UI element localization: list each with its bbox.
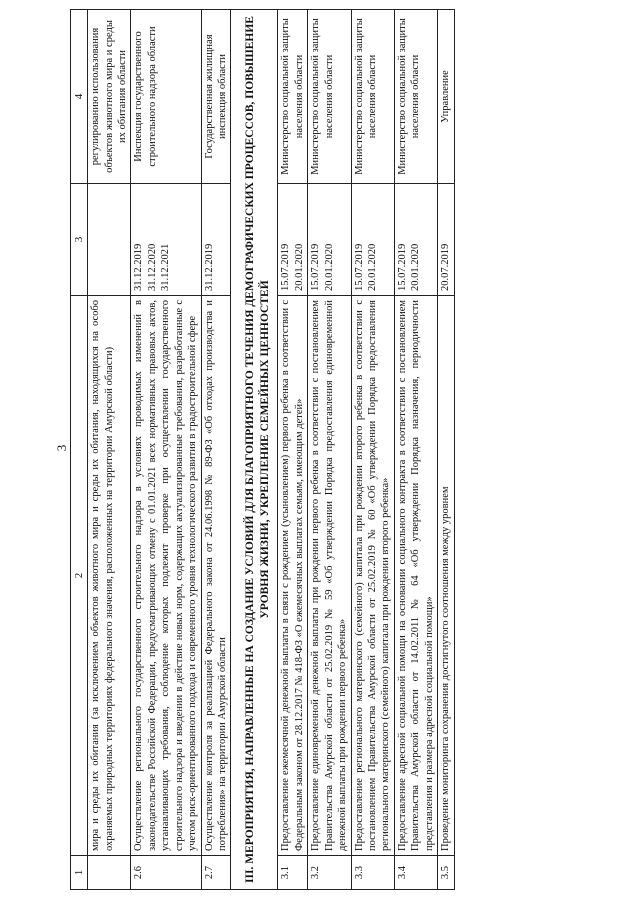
responsible-executor: регулированию использования объектов животного мира и среды их обитания области — [88, 10, 131, 184]
header-col-2: 2 — [71, 296, 88, 856]
deadline-date: 20.07.2019 — [440, 243, 452, 291]
row-number: 3.3 — [351, 856, 394, 890]
deadline-date: 31.12.2020 — [146, 243, 158, 291]
deadline-cell — [308, 184, 351, 296]
measure-text: Предоставление единовременной денежной выплаты при рождении первого ребенка в соответствии с постановлением Правительства Амурской области от 25.02.2019 № 59 «Об утверждении Порядка предоставления единовременной денежной выплаты при рождении первого ребенка» — [308, 296, 351, 856]
header-col-4: 4 — [71, 10, 88, 184]
measure-text: мира и среды их обитания (за исключением объектов животного мира и среды их обитания, находящихся на особо охраняемых природных территориях федерального значения, расположенных на территории Амурской области) — [88, 296, 131, 856]
deadline-date: 31.12.2021 — [160, 243, 172, 291]
responsible-executor: Управление — [438, 10, 454, 184]
row-number: 2.7 — [201, 856, 231, 890]
header-col-3: 3 — [71, 184, 88, 296]
row-number: 3.1 — [278, 856, 308, 890]
measure-text: Предоставление адресной социальной помощи на основании социального контракта в соответствии с постановлением Правительства Амурской области от 14.02.2011 № 64 «Об утверждении Порядка назначения, периодичности представления и размера адресной социальной помощи» — [394, 296, 437, 856]
row-number: 2.6 — [131, 856, 201, 890]
deadline-cell — [351, 184, 394, 296]
measure-text: Проведение мониторинга сохранения достигнутого соотношения между уровнем — [438, 296, 454, 856]
measure-text: Предоставление регионального материнского (семейного) капитала при рождении второго ребенка в соответствии с постановлением Правительства Амурской области от 25.02.2019 № 60 «Об утверждении Порядка предоставления регионального материнского (семейного) капитала при рождении второго ребенка» — [351, 296, 394, 856]
deadline-date: 31.12.2019 — [133, 243, 145, 291]
header-col-1: 1 — [71, 856, 88, 890]
measure-text: Предоставление ежемесячной денежной выплаты в связи с рождением (усыновлением) первого ребенка в соответствии с Федеральным законом от 28.12.2017 № 418-ФЗ «О ежемесячных выплатах семьям, имеющим детей» — [278, 296, 308, 856]
deadline-date: 31.12.2019 — [203, 243, 215, 291]
row-number: 3.4 — [394, 856, 437, 890]
deadline-date: 20.01.2020 — [293, 243, 305, 291]
deadline-cell — [438, 184, 454, 296]
page-number: 3 — [54, 444, 69, 452]
responsible-executor: Министерство социальной защиты населения области — [278, 10, 308, 184]
responsible-executor: Инспекция государственного строительного надзора области — [131, 10, 201, 184]
deadline-cell — [278, 184, 308, 296]
responsible-executor: Министерство социальной защиты населения области — [351, 10, 394, 184]
deadline-date: 20.01.2020 — [410, 243, 422, 291]
deadline-date: 20.01.2020 — [366, 243, 378, 291]
measure-text: Осуществление контроля за реализацией Федерального закона от 24.06.1998 № 89-ФЗ «Об отходах производства и потребления» на территории Амурской области — [201, 296, 231, 856]
table-row — [351, 10, 394, 890]
section-row — [231, 10, 278, 890]
deadline-cell — [201, 184, 231, 296]
responsible-executor: Министерство социальной защиты населения области — [394, 10, 437, 184]
row-number: 3.5 — [438, 856, 454, 890]
table-row — [438, 10, 454, 890]
table-row — [131, 10, 201, 890]
responsible-executor: Государственная жилищная инспекция области — [201, 10, 231, 184]
section-title: III. МЕРОПРИЯТИЯ, НАПРАВЛЕННЫЕ НА СОЗДАНИЕ УСЛОВИЙ ДЛЯ БЛАГОПРИЯТНОГО ТЕЧЕНИЯ ДЕМОГРАФИЧЕСКИХ ПРОЦЕССОВ, ПОВЫШЕНИЕ УРОВНЯ ЖИЗНИ, УКРЕПЛЕНИЕ СЕМЕЙНЫХ ЦЕННОСТЕЙ — [231, 10, 278, 890]
header-row — [71, 10, 88, 890]
responsible-executor: Министерство социальной защиты населения области — [308, 10, 351, 184]
table-row — [308, 10, 351, 890]
deadline-date: 15.07.2019 — [353, 243, 365, 291]
deadline-cell — [131, 184, 201, 296]
measures-table — [70, 9, 455, 890]
measure-text: Осуществление регионального государственного строительного надзора в условиях проводимых изменений в законодательстве Российской Федерации, предусматривающих отмену с 01.01.2021 всех нормативных правовых актов, устанавливающих требования, соблюдение которых подлежит проверке при осуществлении государственного строительного надзора и введении в действие новых норм, содержащих актуализированные требования, разработанные с учетом риск-ориентированного подхода и современного уровня технологического развития в градостроительной сфере — [131, 296, 201, 856]
table-row — [88, 10, 131, 890]
table-row — [201, 10, 231, 890]
row-number — [88, 856, 131, 890]
deadline-date: 15.07.2019 — [310, 243, 322, 291]
table-row — [394, 10, 437, 890]
deadline-cell — [394, 184, 437, 296]
deadline-date: 15.07.2019 — [396, 243, 408, 291]
rotated-page — [70, 10, 580, 890]
deadline-date: 15.07.2019 — [280, 243, 292, 291]
row-number: 3.2 — [308, 856, 351, 890]
deadline-cell — [88, 184, 131, 296]
deadline-date: 20.01.2020 — [323, 243, 335, 291]
table-row — [278, 10, 308, 890]
